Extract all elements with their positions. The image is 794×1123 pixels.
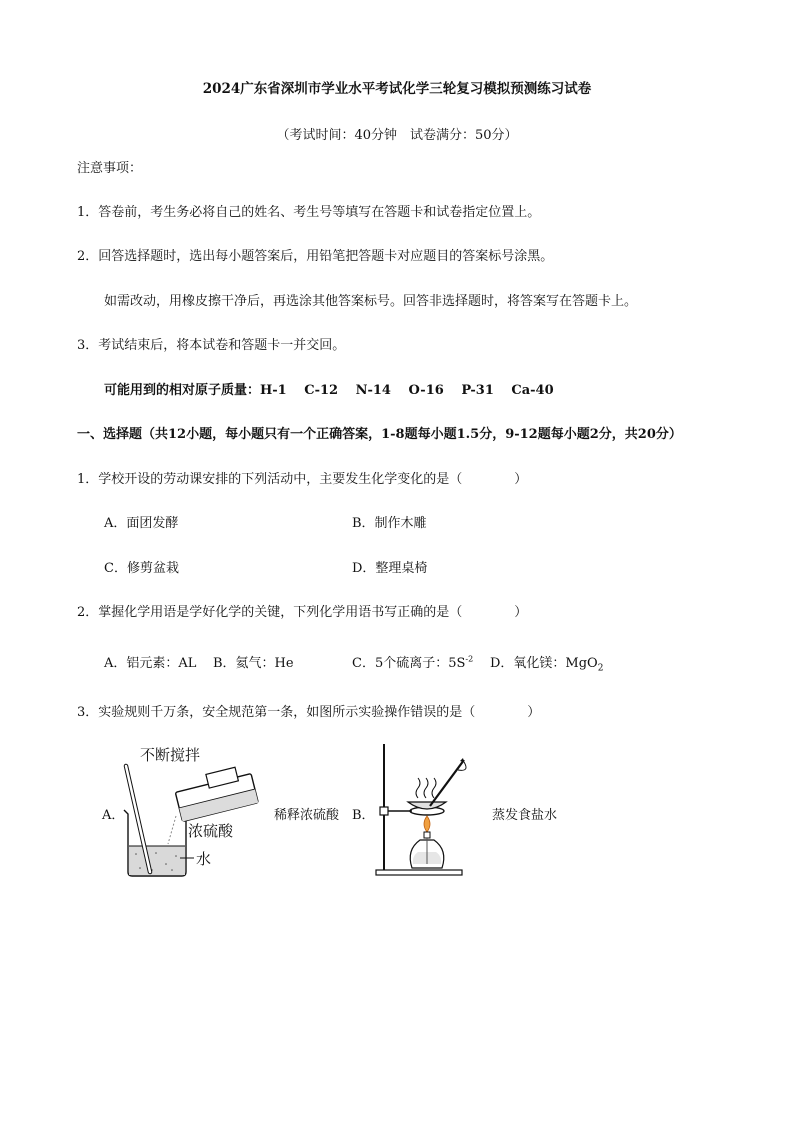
question-2-option-d: D．氧化镁：MgO$_2$ xyxy=(490,656,604,674)
question-2-option-a: A．铝元素：AL xyxy=(104,656,197,671)
question-2-option-c: C．5个硫离子：$5S^{-2}$ xyxy=(352,654,474,671)
flame xyxy=(424,816,430,832)
notice-item-2-cont: 如需改动，用橡皮擦干净后，再选涂其他答案标号。回答非选择题时，将答案写在答题卡上。 xyxy=(104,294,638,309)
question-2-stem: 2．掌握化学用语是学好化学的关键，下列化学用语书写正确的是（ ） xyxy=(77,605,528,620)
question-3-option-b-label: B． xyxy=(352,808,375,823)
question-3-option-b-caption: 蒸发食盐水 xyxy=(492,808,558,823)
notice-item-2: 2．回答选择题时，选出每小题答案后，用铅笔把答题卡对应题目的答案标号涂黑。 xyxy=(77,249,554,264)
notice-item-3: 3．考试结束后，将本试卷和答题卡一并交回。 xyxy=(77,338,346,353)
glass-rod xyxy=(430,760,464,806)
exam-info: （考试时间：40分钟 试卷满分：50分） xyxy=(276,128,518,143)
notice-item-1: 1．答卷前，考生务必将自己的姓名、考生号等填写在答题卡和试卷指定位置上。 xyxy=(77,205,541,220)
water-label: 水 xyxy=(196,850,212,868)
question-3-stem: 3．实验规则千万条，安全规范第一条，如图所示实验操作错误的是（ ） xyxy=(77,705,541,720)
question-1-option-c: C．修剪盆栽 xyxy=(104,561,179,576)
figure-evaporation xyxy=(372,740,482,880)
question-1-stem: 1．学校开设的劳动课安排的下列活动中，主要发生化学变化的是（ ） xyxy=(77,472,528,487)
question-1-option-a: A．面团发酵 xyxy=(104,516,179,531)
question-2-option-b: B．氦气：He xyxy=(213,656,294,671)
figure-dilute-acid xyxy=(118,740,278,880)
question-1-option-b: B．制作木雕 xyxy=(352,516,427,531)
notice-heading: 注意事项： xyxy=(77,161,143,176)
page-title: 2024广东省深圳市学业水平考试化学三轮复习模拟预测练习试卷 xyxy=(202,81,592,97)
question-3-option-a-caption: 稀释浓硫酸 xyxy=(274,808,340,823)
acid-label: 浓硫酸 xyxy=(188,822,234,840)
stir-label: 不断搅拌 xyxy=(140,746,201,764)
question-3-option-a-label: A． xyxy=(102,808,125,823)
section-heading: 一、选择题（共12小题，每小题只有一个正确答案，1-8题每小题1.5分，9-12题每小题2分，共20分） xyxy=(77,427,682,442)
atomic-masses: 可能用到的相对原子质量：H-1 C-12 N-14 O-16 P-31 Ca-40 xyxy=(104,383,554,398)
stand-base xyxy=(376,870,462,875)
water-liquid xyxy=(129,846,185,875)
question-1-option-d: D．整理桌椅 xyxy=(352,561,428,576)
